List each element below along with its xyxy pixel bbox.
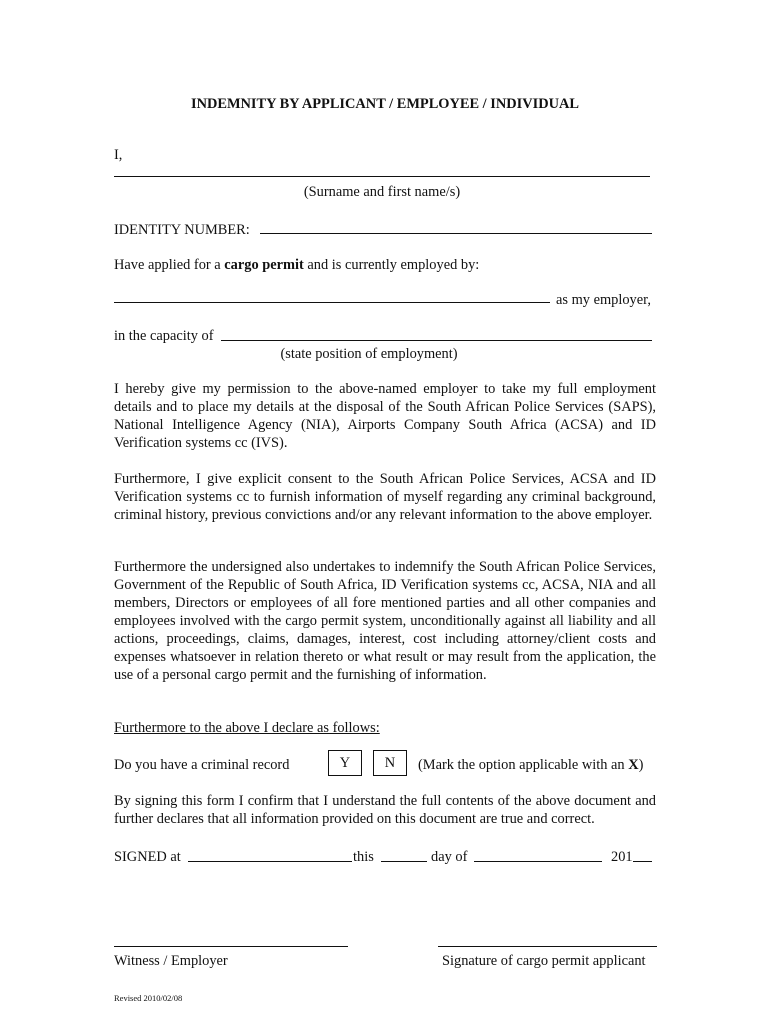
applicant-signature-label: Signature of cargo permit applicant: [442, 953, 646, 969]
signed-at-label: SIGNED at: [114, 849, 181, 865]
permission-paragraph: I hereby give my permission to the above-named employer to take my full employment details and to place my details at the disposal of the South African Police Services (SAPS), National Intelligence Agency (NIA), Airports Company South Africa (ACSA) and ID Verification systems cc (IVS).: [114, 381, 656, 451]
name-line[interactable]: [114, 176, 650, 177]
mark-instruction-text: (Mark the option applicable with an: [418, 757, 625, 773]
applicant-signature-line[interactable]: [438, 946, 657, 947]
name-caption: (Surname and first name/s): [303, 184, 461, 200]
applied-for-sentence: [114, 256, 479, 274]
form-title: INDEMNITY BY APPLICANT / EMPLOYEE / INDIVIDUAL: [190, 96, 580, 112]
employer-line[interactable]: [114, 302, 550, 303]
revised-date: Revised 2010/02/08: [114, 993, 183, 1003]
declare-heading: Furthermore to the above I declare as follows:: [114, 720, 380, 736]
mark-instruction: [418, 756, 643, 774]
year-prefix: 201: [611, 849, 633, 865]
consent-paragraph: Furthermore, I give explicit consent to the South African Police Services, ACSA and ID Verification systems cc to furnish information of myself regarding any criminal background, criminal history, previous convictions and/or any relevant information to the above employer.: [114, 471, 656, 523]
cargo-permit-bold: cargo permit: [224, 257, 304, 273]
identity-number-label: IDENTITY NUMBER:: [114, 222, 250, 238]
mark-close: ): [638, 757, 644, 773]
identity-number-line[interactable]: [260, 233, 652, 234]
capacity-label: in the capacity of: [114, 328, 214, 344]
yes-checkbox[interactable]: Y: [328, 750, 362, 776]
day-line[interactable]: [381, 861, 427, 862]
mark-x: X: [628, 757, 639, 773]
i-label: I,: [114, 147, 123, 163]
month-line[interactable]: [474, 861, 602, 862]
indemnify-paragraph: Furthermore the undersigned also undertakes to indemnify the South African Police Services, Government of the Republic of South Africa, ID Verification systems cc, ACSA, NIA and all members, Directors or employees of all fore mentioned parties and all other companies and employees involved with the cargo permit system, unconditionally against all liability and all actions, proceedings, claims, damages, interest, cost including attorney/client costs and expenses whatsoever in relation thereto or what result or may result from the application, the use of a personal cargo permit and the furnishing of information.: [114, 559, 656, 683]
no-checkbox[interactable]: N: [373, 750, 407, 776]
signed-at-line[interactable]: [188, 861, 352, 862]
witness-employer-label: Witness / Employer: [114, 953, 228, 969]
criminal-record-question: Do you have a criminal record: [114, 757, 290, 773]
applied-prefix: Have applied for a: [114, 257, 221, 273]
capacity-line[interactable]: [221, 340, 652, 341]
as-my-employer-label: as my employer,: [556, 292, 651, 308]
year-line[interactable]: [633, 861, 652, 862]
this-label: this: [353, 849, 374, 865]
applied-suffix: and is currently employed by:: [307, 257, 480, 273]
confirmation-paragraph: By signing this form I confirm that I understand the full contents of the above document and further declares that all information provided on this document are true and correct.: [114, 793, 656, 827]
witness-signature-line[interactable]: [114, 946, 348, 947]
position-caption: (state position of employment): [280, 346, 458, 362]
day-of-label: day of: [431, 849, 468, 865]
